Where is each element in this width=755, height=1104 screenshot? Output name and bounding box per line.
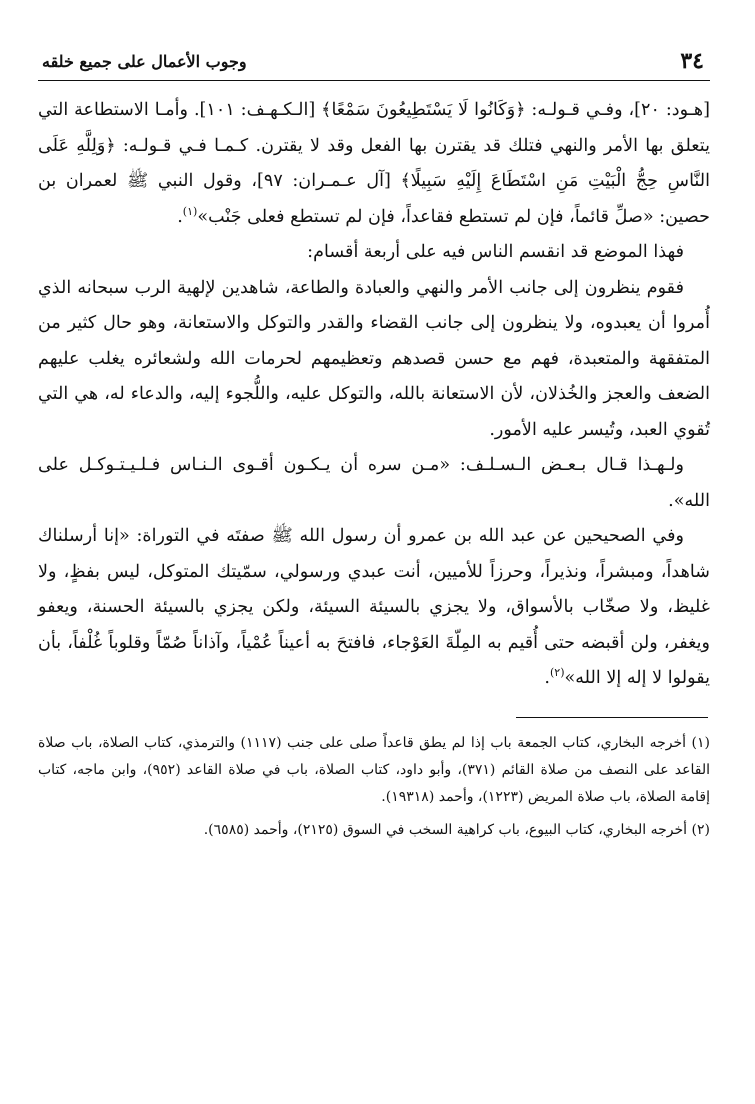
paragraph-5-end: . <box>544 668 550 688</box>
footnote-2: (٢) أخرجه البخاري، كتاب البيوع، باب كراهية السخب في السوق (٢١٢٥)، وأحمد (٦٥٨٥). <box>203 821 710 838</box>
footnotes <box>38 730 710 844</box>
footnote-divider <box>516 717 708 718</box>
book-page <box>38 40 710 1070</box>
footnote-ref-1: (١) <box>182 204 198 218</box>
footnote-1: (١) أخرجه البخاري، كتاب الجمعة باب إذا لم يطق قاعداً صلى على جنب (١١١٧) والترمذي، كتاب الصلاة، باب صلاة القاعد على النصف من صلاة القائم (٣٧١)، وأبو داود، كتاب الصلاة، باب في صلاة القاعد (٩٥٢)، وابن ماجه، كتاب إقامة الصلاة، باب صلاة المريض (١٢٢٣)، وأحمد (١٩٣١٨). <box>38 734 710 805</box>
paragraph-2: فهذا الموضع قد انقسم الناس فيه على أربعة أقسام: <box>307 242 684 262</box>
paragraph-1-end: . <box>177 206 183 227</box>
paragraph-5 <box>38 519 710 697</box>
paragraph-3: فقوم ينظرون إلى جانب الأمر والنهي والعبادة والطاعة، شاهدين لإلهية الرب سبحانه الذي أُمروا أن يعبدوه، ولا ينظرون إلى جانب القضاء والقدر والتوكل والاستعانة، وهو حال كثير من المتفقهة والمتعبدة، فهم مع حسن قصدهم وتعظيمهم لحرمات الله ولشعائره يغلب عليهم الضعف والعجز والخُذلان، لأن الاستعانة بالله، والتوكل عليه، واللُّجوء إليه، والدعاء له، هي التي تُقوي العبد، وتُيسر عليه الأمور. <box>38 277 710 440</box>
paragraph-1 <box>38 93 710 235</box>
footnote-ref-2: (٢) <box>549 666 565 680</box>
paragraph-4: ولـهـذا قـال بـعـض الـسـلـف: «مـن سره أن يـكـون أقـوى الـنـاس فـلـيـتـوكـل على الله». <box>38 455 710 511</box>
paragraph-1-text: [هـود: ٢٠]، وفـي قـولـه: ﴿وَكَانُوا لَا يَسْتَطِيعُونَ سَمْعًا﴾ [الـكـهـف: ١٠١]. وأمـا الاستطاعة التي يتعلق بها الأمر والنهي فتلك قد يقترن بها الفعل وقد لا يقترن. كـمـا فـي قـولـه: ﴿وَلِلَّهِ عَلَى النَّاسِ حِجُّ الْبَيْتِ مَنِ اسْتَطَاعَ إِلَيْهِ سَبِيلًا﴾ [آل عـمـران: ٩٧]، وقول النبي ﷺ لعمران بن حصين: «صلِّ قائماً، فإن لم تستطع فقاعداً، فإن لم تستطع فعلى جَنْب» <box>38 100 710 227</box>
paragraph-5-text: وفي الصحيحين عن عبد الله بن عمرو أن رسول الله ﷺ صفتَه في التوراة: «إنا أرسلناك شاهداً، ومبشراً، ونذيراً، وحرزاً للأميين، أنت عبدي ورسولي، سمّيتك المتوكل، ليس بفظٍ، ولا غليظ، ولا صخّاب بالأسواق، ولا يجزي بالسيئة السيئة، ولكن يجزي بالسيئة الحسنة، ويعفو ويغفر، ولن أقبضه حتى أُقيم به المِلّةَ العَوْجاء، فافتحَ به أعيناً عُمْياً، وآذاناً صُمّاً وقلوباً غُلْفاً، بأن يقولوا لا إله إلا الله» <box>38 526 710 688</box>
running-header <box>38 40 710 81</box>
running-title: وجوب الأعمال على جميع خلقه <box>42 52 247 71</box>
main-text <box>38 93 710 697</box>
page-number: ٣٤ <box>680 48 704 74</box>
